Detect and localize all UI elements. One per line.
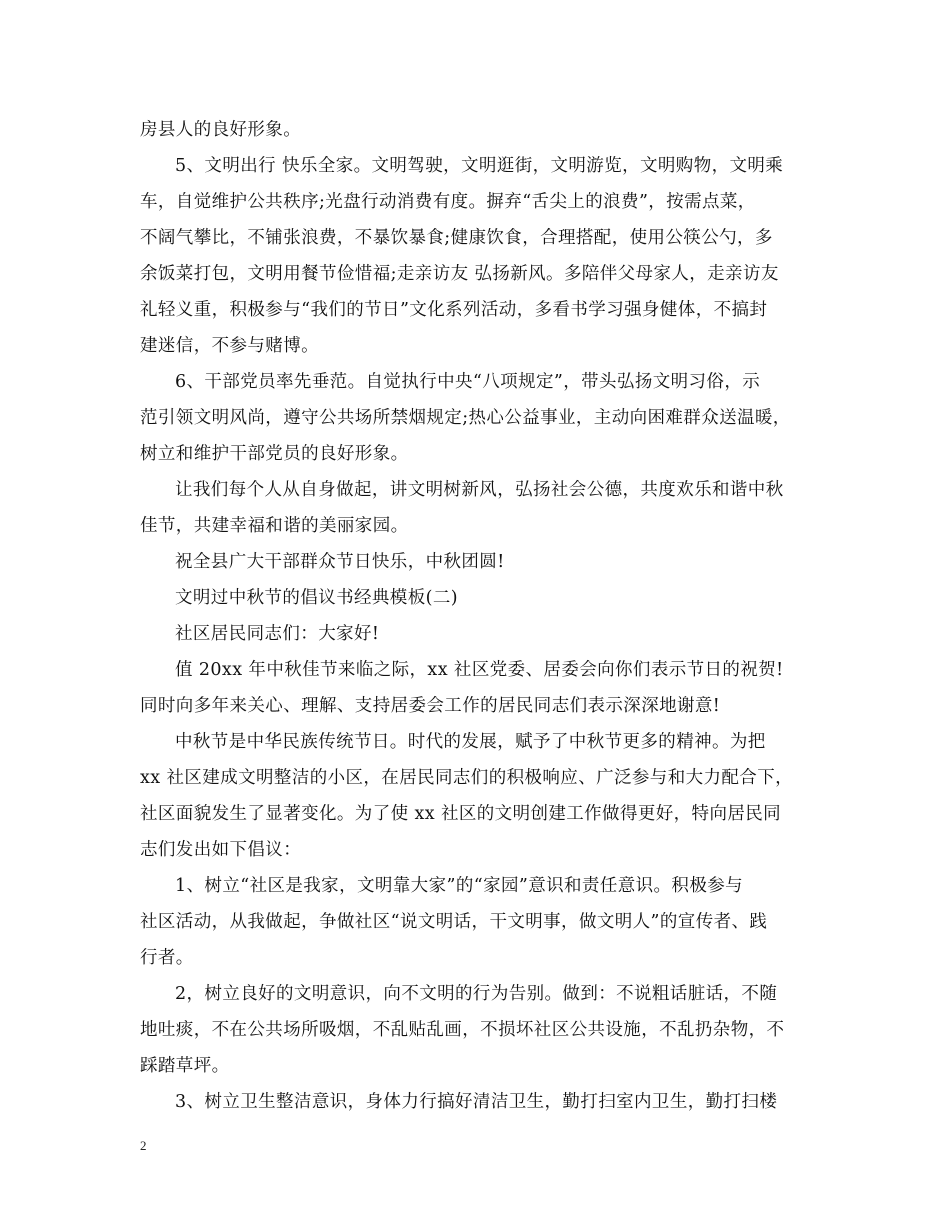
- text-line: 地吐痰，不在公共场所吸烟，不乱贴乱画，不损坏社区公共设施，不乱扔杂物，不: [140, 1020, 785, 1040]
- text-line: 房县人的良好形象。: [140, 120, 302, 140]
- text-line: 5、文明出行 快乐全家。文明驾驶，文明逛街，文明游览，文明购物，文明乘: [175, 156, 784, 176]
- text-line: 同时向多年来关心、理解、支持居委会工作的居民同志们表示深深地谢意!: [140, 696, 721, 716]
- text-line: 建迷信，不参与赌博。: [140, 336, 319, 356]
- text-line: 值 20xx 年中秋佳节来临之际，xx 社区党委、居委会向你们表示节日的祝贺!: [175, 660, 784, 680]
- text-line: 志们发出如下倡议：: [140, 840, 302, 860]
- text-line: 让我们每个人从自身做起，讲文明树新风，弘扬社会公德，共度欢乐和谐中秋: [175, 480, 784, 500]
- text-line: 祝全县广大干部群众节日快乐，中秋团圆!: [175, 552, 505, 572]
- text-line: 范引领文明风尚，遵守公共场所禁烟规定;热心公益事业，主动向困难群众送温暖，: [140, 408, 791, 428]
- document-body: [140, 112, 830, 1120]
- page-number: 2: [140, 1138, 147, 1153]
- text-line: 行者。: [140, 948, 194, 968]
- text-line: 1、树立“社区是我家，文明靠大家”的“家园”意识和责任意识。积极参与: [175, 876, 744, 896]
- text-line: xx 社区建成文明整洁的小区，在居民同志们的积极响应、广泛参与和大力配合下，: [140, 768, 793, 788]
- text-line: 社区面貌发生了显著变化。为了使 xx 社区的文明创建工作做得更好，特向居民同: [140, 804, 782, 824]
- text-line: 树立和维护干部党员的良好形象。: [140, 444, 409, 464]
- text-line: 文明过中秋节的倡议书经典模板(二): [175, 588, 458, 608]
- text-line: 礼轻义重，积极参与“我们的节日”文化系列活动，多看书学习强身健体，不搞封: [140, 300, 768, 320]
- text-line: 中秋节是中华民族传统节日。时代的发展，赋予了中秋节更多的精神。为把: [175, 732, 766, 752]
- text-line: 6、干部党员率先垂范。自觉执行中央“八项规定”，带头弘扬文明习俗，示: [175, 372, 761, 392]
- text-line: 3、树立卫生整洁意识，身体力行搞好清洁卫生，勤打扫室内卫生，勤打扫楼: [175, 1092, 778, 1112]
- text-line: 2，树立良好的文明意识，向不文明的行为告别。做到：不说粗话脏话，不随: [175, 984, 778, 1004]
- text-line: 社区居民同志们：大家好!: [175, 624, 380, 644]
- text-line: 不阔气攀比，不铺张浪费，不暴饮暴食;健康饮食，合理搭配，使用公筷公勺，多: [140, 228, 773, 248]
- text-line: 车，自觉维护公共秩序;光盘行动消费有度。摒弃“舌尖上的浪费”，按需点菜，: [140, 192, 756, 212]
- text-line: 余饭菜打包，文明用餐节俭惜福;走亲访友 弘扬新风。多陪伴父母家人，走亲访友: [140, 264, 779, 284]
- text-line: 踩踏草坪。: [140, 1056, 230, 1076]
- text-line: 社区活动，从我做起，争做社区“说文明话，干文明事，做文明人”的宣传者、践: [140, 912, 768, 932]
- text-line: 佳节，共建幸福和谐的美丽家园。: [140, 516, 409, 536]
